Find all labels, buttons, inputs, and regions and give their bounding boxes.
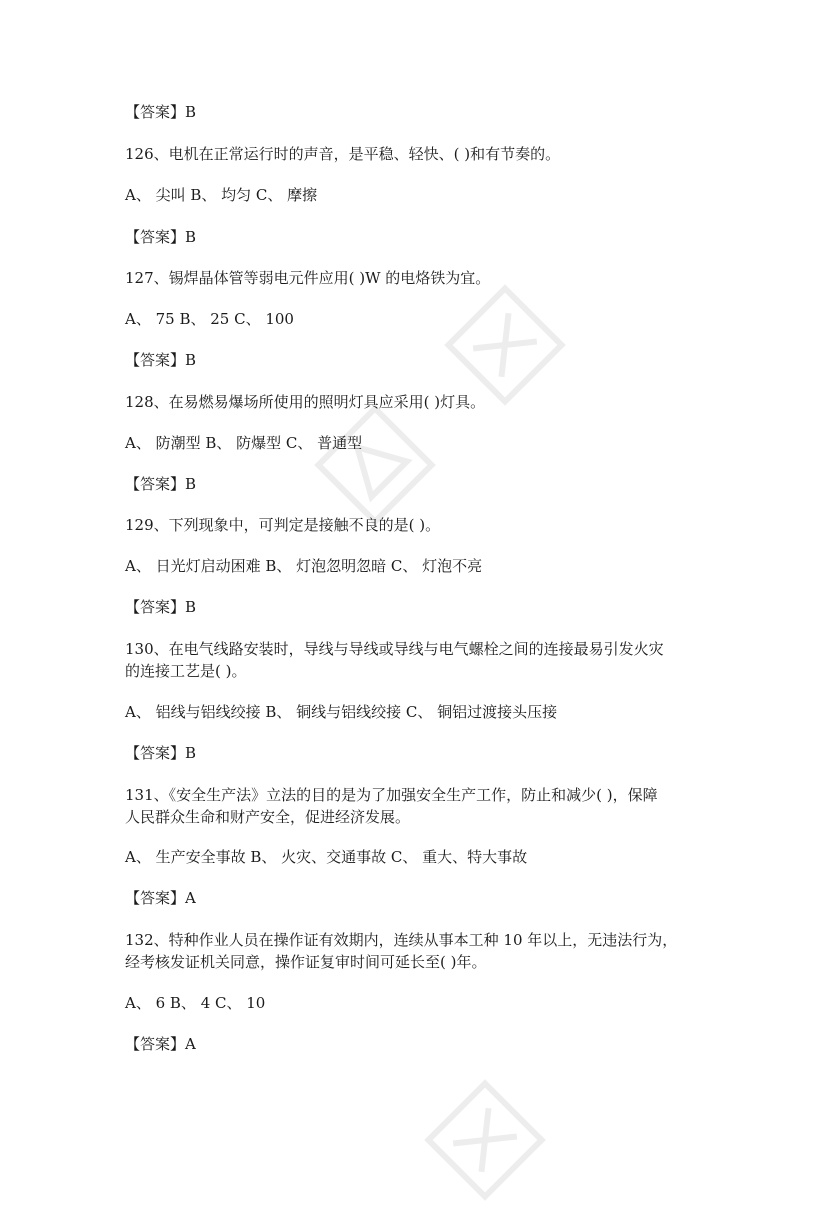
watermark-icon <box>441 281 568 408</box>
question-text: 人民群众生命和财产安全，促进经济发展。 <box>125 808 411 826</box>
answer-label: 【答案】B <box>125 598 197 616</box>
answer-label: 【答案】B <box>125 103 197 121</box>
answer-label: 【答案】A <box>125 889 196 907</box>
watermark-icon <box>311 401 438 528</box>
question-text: 128、在易燃易爆场所使用的照明灯具应采用( )灯具。 <box>125 393 486 411</box>
question-text: 126、电机在正常运行时的声音，是平稳、轻快、( )和有节奏的。 <box>125 145 561 163</box>
question-text: 132、特种作业人员在操作证有效期内，连续从事本工种 10 年以上，无违法行为， <box>125 931 678 949</box>
question-options: A、 75 B、 25 C、 100 <box>125 310 294 328</box>
question-options: A、 防潮型 B、 防爆型 C、 普通型 <box>125 434 363 452</box>
watermark-icon <box>421 1076 548 1203</box>
question-options: A、 铝线与铝线绞接 B、 铜线与铝线绞接 C、 铜铝过渡接头压接 <box>125 703 558 721</box>
answer-label: 【答案】B <box>125 475 197 493</box>
answer-label: 【答案】B <box>125 744 197 762</box>
question-text: 130、在电气线路安装时，导线与导线或导线与电气螺栓之间的连接最易引发火灾 <box>125 640 664 658</box>
question-options: A、 日光灯启动困难 B、 灯泡忽明忽暗 C、 灯泡不亮 <box>125 557 483 575</box>
question-options: A、 生产安全事故 B、 火灾、交通事故 C、 重大、特大事故 <box>125 848 528 866</box>
answer-label: 【答案】B <box>125 351 197 369</box>
question-text: 131、《安全生产法》立法的目的是为了加强安全生产工作，防止和减少( )，保障 <box>125 786 658 804</box>
question-options: A、 6 B、 4 C、 10 <box>125 994 266 1012</box>
question-text: 的连接工艺是( )。 <box>125 662 247 680</box>
question-options: A、 尖叫 B、 均匀 C、 摩擦 <box>125 186 318 204</box>
question-text: 经考核发证机关同意，操作证复审时间可延长至( )年。 <box>125 953 487 971</box>
answer-label: 【答案】A <box>125 1035 196 1053</box>
answer-label: 【答案】B <box>125 228 197 246</box>
question-text: 127、锡焊晶体管等弱电元件应用( )W 的电烙铁为宜。 <box>125 269 491 287</box>
question-text: 129、下列现象中，可判定是接触不良的是( )。 <box>125 516 441 534</box>
